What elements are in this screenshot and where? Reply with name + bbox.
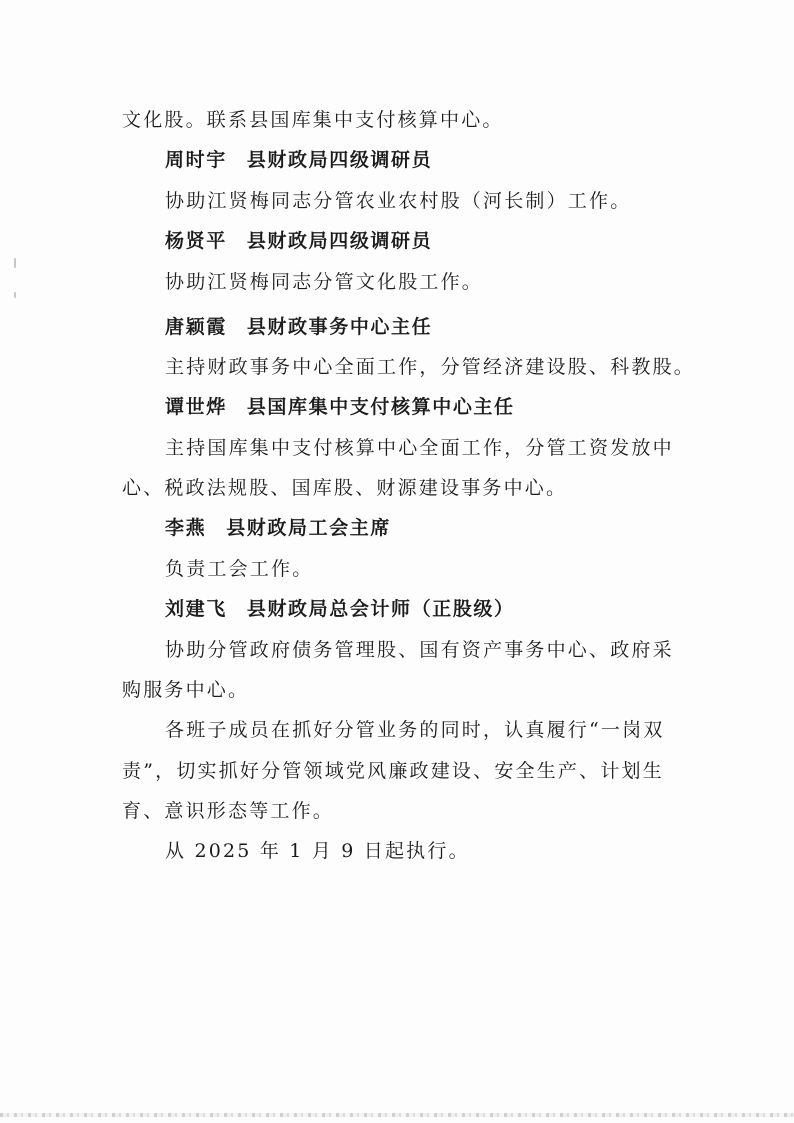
official-heading-tang-yingxia [165,314,432,340]
body-line-13: 从 2025 年 1 月 9 日起执行。 [165,840,470,862]
official-title: 县财政局工会主席 [226,517,392,539]
body-line-7: 负责工会工作。 [165,558,314,580]
official-name: 李燕 [165,517,207,539]
official-name: 刘建飞 [165,598,227,620]
official-name: 唐颖霞 [165,316,227,338]
body-line-5: 主持国库集中支付核算中心全面工作，分管工资发放中 [165,437,674,459]
official-title: 县国库集中支付核算中心主任 [246,396,515,418]
official-title: 县财政局总会计师（正股级） [246,598,515,620]
official-heading-li-yan [165,515,391,541]
official-name: 谭世烨 [165,396,227,418]
body-line-10: 各班子成员在抓好分管业务的同时，认真履行“一岗双 [165,719,665,741]
body-line-4: 主持财政事务中心全面工作，分管经济建设股、科教股。 [165,356,696,378]
body-line-1: 文化股。联系县国库集中支付核算中心。 [122,109,504,131]
official-name: 杨贤平 [165,230,227,252]
official-title: 县财政局四级调研员 [246,230,433,252]
body-line-6: 心、税政法规股、国库股、财源建设事务中心。 [122,477,568,499]
official-heading-zhou-shiyu [165,147,432,173]
body-line-2: 协助江贤梅同志分管农业农村股（河长制）工作。 [165,190,632,212]
body-line-12: 育、意识形态等工作。 [122,800,335,822]
scan-mark [14,258,16,268]
official-heading-liu-jianfei [165,596,515,622]
body-line-8: 协助分管政府债务管理股、国有资产事务中心、政府采 [165,639,674,661]
official-heading-tan-shiye [165,394,515,420]
official-heading-yang-xianping [165,228,432,254]
official-title: 县财政事务中心主任 [246,316,433,338]
body-line-11: 责”，切实抓好分管领域党风廉政建设、安全生产、计划生 [122,760,664,782]
scan-mark [14,292,16,298]
official-name: 周时宇 [165,149,227,171]
official-title: 县财政局四级调研员 [246,149,433,171]
scan-edge-artifact [0,1113,794,1117]
body-line-9: 购服务中心。 [122,679,250,701]
body-line-3: 协助江贤梅同志分管文化股工作。 [165,271,484,293]
